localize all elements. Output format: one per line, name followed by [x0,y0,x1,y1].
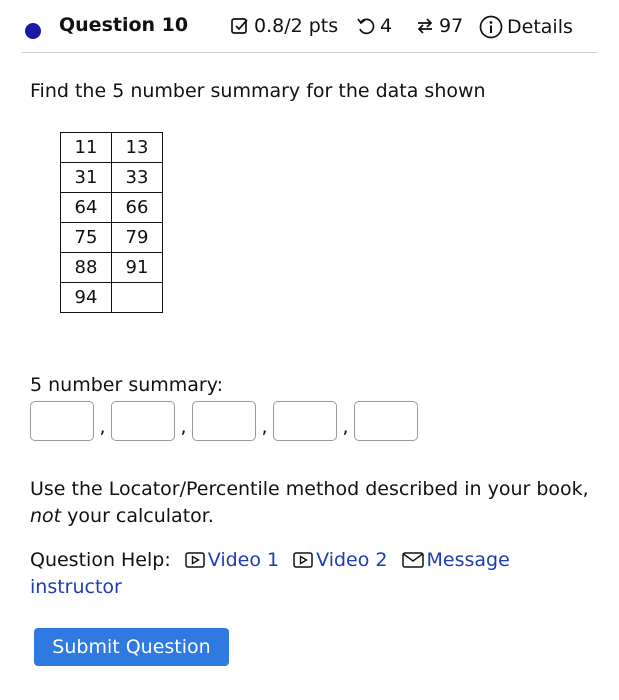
summary-label: 5 number summary: [30,374,223,396]
q3-input[interactable] [273,401,337,441]
table-cell: 91 [112,253,163,283]
table-cell: 79 [112,223,163,253]
data-table [60,132,163,313]
table-cell [112,283,163,313]
message-instructor-label: Message instructor [30,549,510,598]
retries-indicator [415,15,463,37]
help-label: Question Help: [30,549,171,571]
undo-icon [356,16,376,36]
details-label: Details [507,16,573,38]
table-cell: 64 [61,193,112,223]
details-button[interactable] [479,15,573,39]
attempts-count: 4 [380,15,393,37]
table-row [61,163,163,193]
envelope-icon [402,552,424,568]
table-cell: 11 [61,133,112,163]
score-indicator [230,15,338,37]
table-cell: 13 [112,133,163,163]
table-cell: 33 [112,163,163,193]
table-row [61,193,163,223]
question-help [30,547,590,601]
table-cell: 94 [61,283,112,313]
method-text-end: your calculator. [61,505,214,527]
table-row [61,283,163,313]
separator: , [180,416,187,438]
median-input[interactable] [192,401,256,441]
video-icon [293,552,313,568]
method-instructions [30,476,590,530]
table-cell: 66 [112,193,163,223]
table-row [61,133,163,163]
separator: , [342,416,349,438]
table-row [61,253,163,283]
table-cell: 31 [61,163,112,193]
maximum-input[interactable] [354,401,418,441]
q1-input[interactable] [111,401,175,441]
repeat-icon [415,16,435,36]
video-1-link[interactable] [185,549,279,571]
video-2-link[interactable] [293,549,387,571]
separator: , [99,416,106,438]
table-row [61,223,163,253]
table-cell: 75 [61,223,112,253]
retries-count: 97 [439,15,464,37]
video-icon [185,552,205,568]
video-1-label: Video 1 [207,549,280,571]
status-dot [25,23,41,39]
table-cell: 88 [61,253,112,283]
method-text-start: Use the Locator/Percentile method described in your book, [30,478,589,500]
question-header [22,8,597,53]
separator: , [261,416,268,438]
submit-question-button[interactable]: Submit Question [34,628,229,666]
attempts-indicator [356,15,392,37]
score-text: 0.8/2 pts [254,15,339,37]
question-prompt: Find the 5 number summary for the data shown [30,80,486,102]
minimum-input[interactable] [30,401,94,441]
info-icon [479,15,503,39]
checkbox-icon [230,16,250,36]
answer-inputs [30,401,418,441]
question-title: Question 10 [59,14,189,36]
method-emphasis: not [30,505,62,527]
video-2-label: Video 2 [316,549,388,571]
